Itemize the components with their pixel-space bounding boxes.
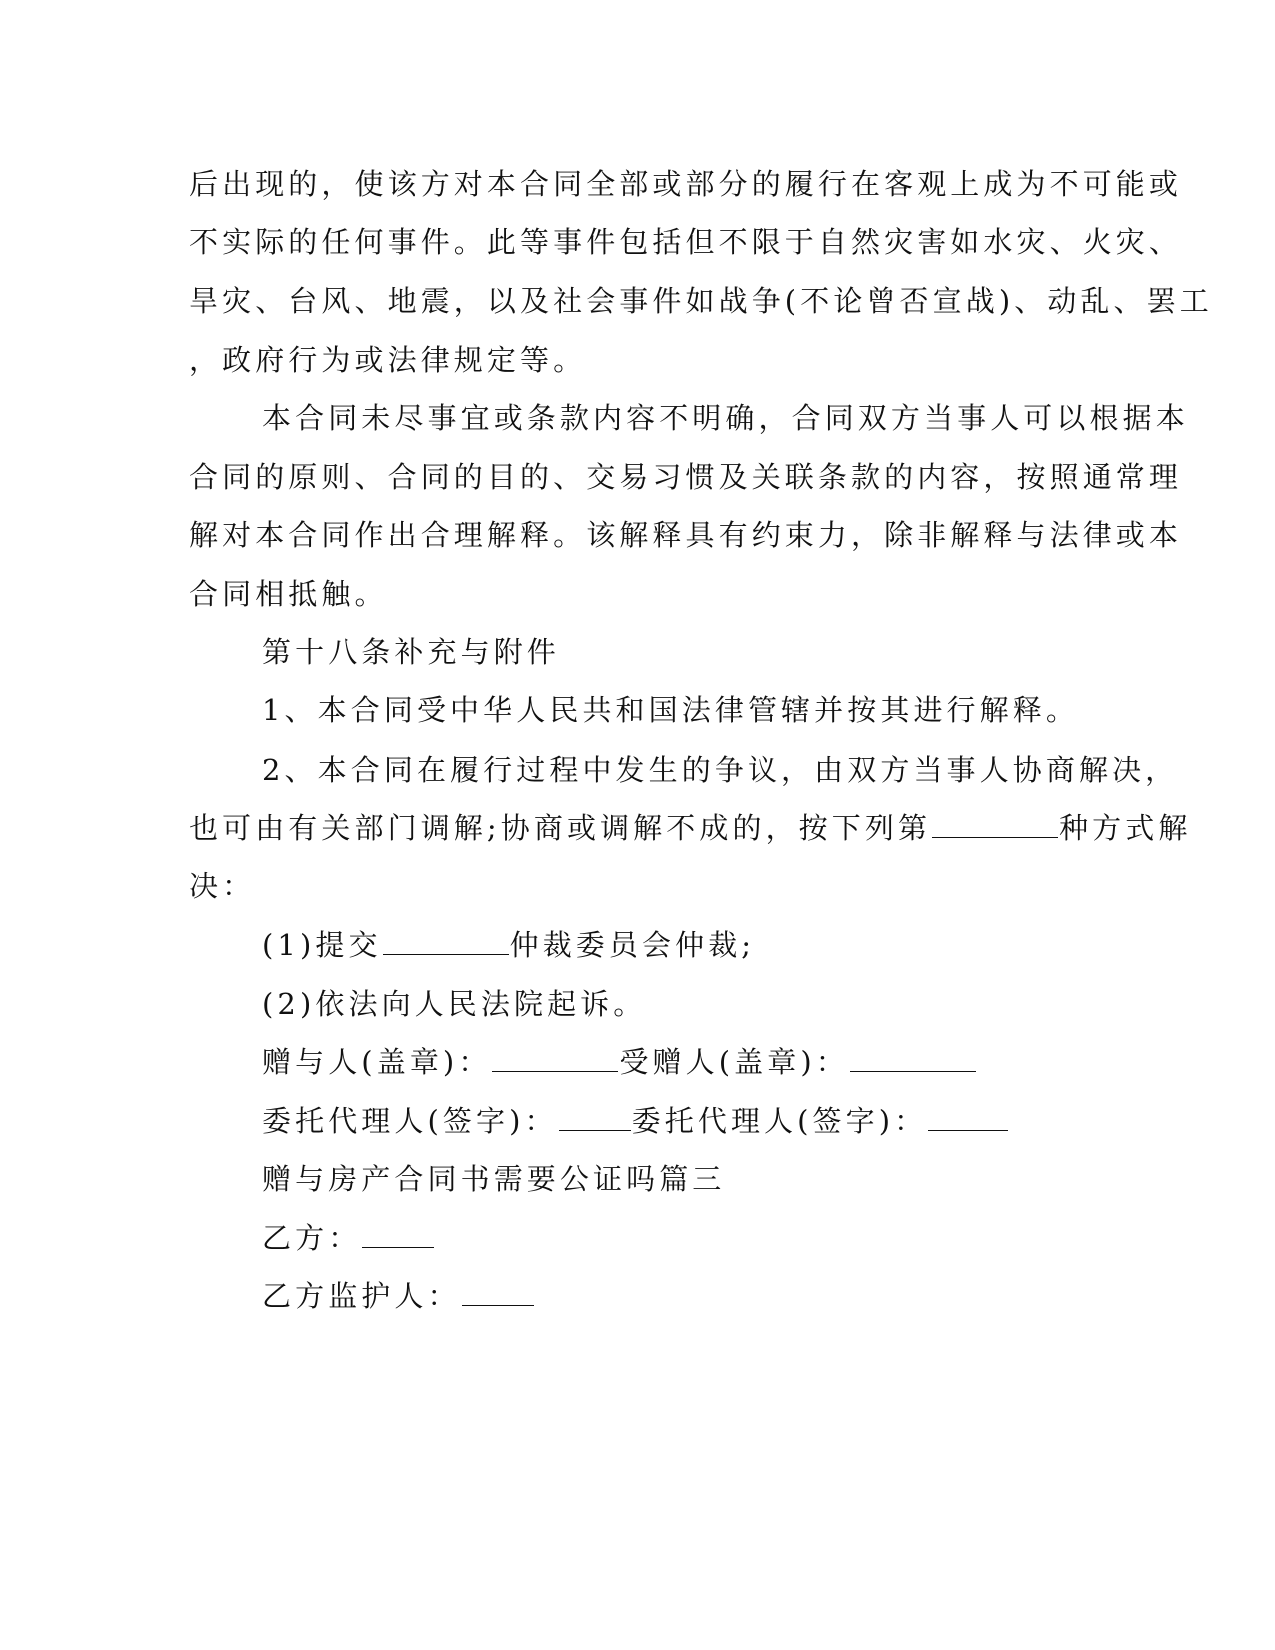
donee-seal-label: 受赠人(盖章)： <box>619 1045 849 1079</box>
paragraph-interpretation-line-2: 合同的原则、合同的目的、交易习惯及关联条款的内容，按照通常理 <box>189 460 1183 494</box>
dispute-method-blank[interactable] <box>932 811 1058 838</box>
arbitration-commission-blank[interactable] <box>383 928 509 955</box>
paragraph-interpretation-line-1: 本合同未尽事宜或条款内容不明确，合同双方当事人可以根据本 <box>262 401 1189 435</box>
donee-seal-blank[interactable] <box>850 1045 976 1072</box>
paragraph-interpretation-line-3: 解对本合同作出合理解释。该解释具有约束力，除非解释与法律或本 <box>189 518 1183 552</box>
section-3-title: 赠与房产合同书需要公证吗篇三 <box>262 1162 726 1196</box>
donor-seal-label: 赠与人(盖章)： <box>262 1045 492 1079</box>
clause-item-2-line-3: 决： <box>189 869 256 903</box>
party-b-line <box>262 1218 435 1258</box>
option-1-text-b: 仲裁委员会仲裁; <box>509 928 756 962</box>
clause-item-2-text-a: 也可由有关部门调解;协商或调解不成的，按下列第 <box>189 811 932 845</box>
signature-seal-line <box>262 1042 977 1082</box>
clause-item-2-line-2 <box>189 808 1191 848</box>
party-b-blank[interactable] <box>362 1221 434 1248</box>
party-b-guardian-label: 乙方监护人： <box>262 1279 461 1313</box>
paragraph-force-majeure-line-3: 旱灾、台风、地震，以及社会事件如战争(不论曾否宣战)、动乱、罢工 <box>189 284 1213 318</box>
party-b-guardian-line <box>262 1276 535 1316</box>
agent-label-1: 委托代理人(签字)： <box>262 1104 558 1138</box>
paragraph-force-majeure-line-4: ，政府行为或法律规定等。 <box>189 343 587 377</box>
article-18-title: 第十八条补充与附件 <box>262 635 560 669</box>
clause-item-2-text-b: 种方式解 <box>1059 811 1192 845</box>
paragraph-interpretation-line-4: 合同相抵触。 <box>189 577 388 611</box>
option-2-line: (2)依法向人民法院起诉。 <box>262 987 647 1021</box>
party-b-label: 乙方： <box>262 1221 362 1255</box>
agent-label-2: 委托代理人(签字)： <box>631 1104 928 1138</box>
clause-item-1: 1、本合同受中华人民共和国法律管辖并按其进行解释。 <box>262 693 1079 727</box>
option-1-line <box>262 925 755 965</box>
party-b-guardian-blank[interactable] <box>462 1279 534 1306</box>
agent-signature-line <box>262 1101 1009 1141</box>
donor-seal-blank[interactable] <box>492 1045 618 1072</box>
clause-item-2-line-1: 2、本合同在履行过程中发生的争议，由双方当事人协商解决， <box>262 753 1179 787</box>
agent-signature-blank-1[interactable] <box>559 1104 631 1131</box>
agent-signature-blank-2[interactable] <box>928 1104 1008 1131</box>
paragraph-force-majeure-line-2: 不实际的任何事件。此等事件包括但不限于自然灾害如水灾、火灾、 <box>189 225 1183 259</box>
paragraph-force-majeure-line-1: 后出现的，使该方对本合同全部或部分的履行在客观上成为不可能或 <box>189 167 1183 201</box>
option-1-text-a: (1)提交 <box>262 928 382 962</box>
